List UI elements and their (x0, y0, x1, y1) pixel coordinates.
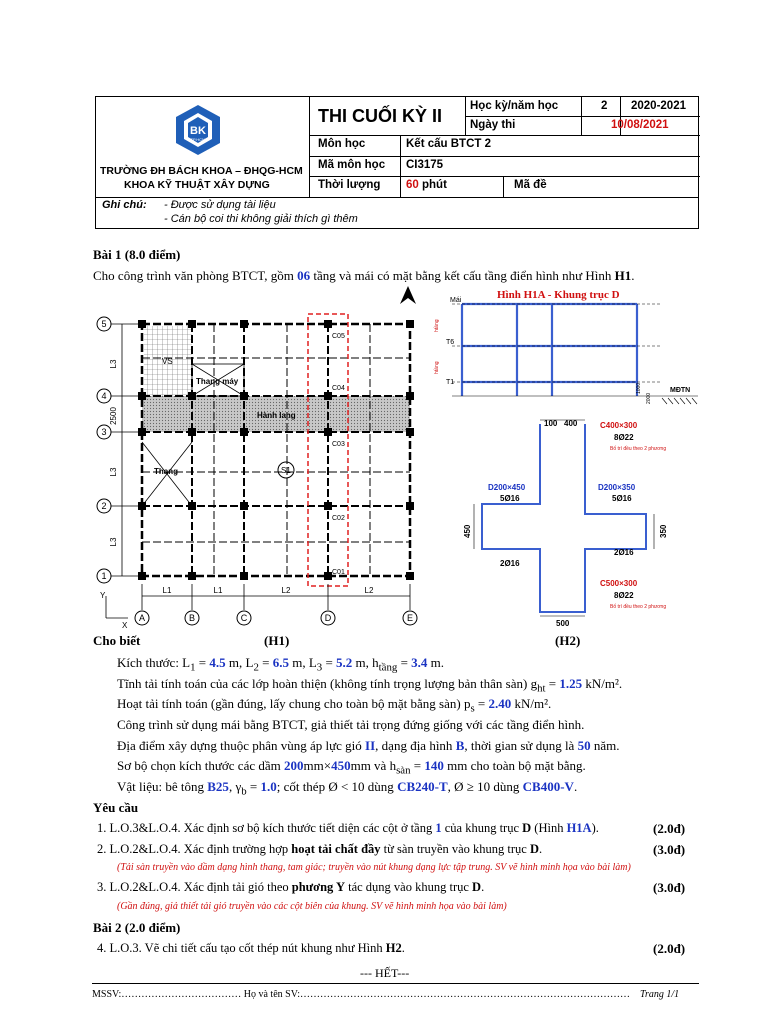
column-c03: C03 (332, 441, 345, 448)
question-1-points: (2.0đ) (653, 821, 686, 836)
frame-h-bot: htầng (434, 361, 440, 374)
column-c02: C02 (332, 515, 345, 522)
room-ws: VS (162, 357, 173, 366)
dim-l3-top: L3 (109, 359, 118, 369)
subject-code: CI3175 (406, 159, 444, 171)
column-c05: C05 (332, 333, 345, 340)
page-number: Trang 1/1 (640, 989, 680, 1000)
exam-title: THI CUỐI KỲ II (318, 106, 443, 126)
bai2-title: Bài 2 (2.0 điểm) (93, 920, 181, 935)
dim-2500: 2500 (109, 407, 118, 425)
frame-t1-label: T1 (446, 379, 455, 386)
floor-plan-h1 (92, 284, 437, 629)
question-2-note: (Tải sàn truyền vào dầm dạng hình thang, tam giác; truyền vào nút khung dạng lực tập trung. SV vẽ hình minh họa vào bài làm) (117, 862, 631, 873)
question-1: 1. L.O.3&L.O.4. Xác định sơ bộ kích thước tiết diện các cột ở tầng 1 của khung trục D (Hình H1A). (97, 821, 599, 835)
school-name: TRƯỜNG ĐH BÁCH KHOA – ĐHQG-HCM (100, 165, 303, 177)
beam-left-bot-rebar: 2Ø16 (500, 559, 520, 568)
question-2-points: (3.0đ) (653, 842, 686, 857)
col-top-section: C400×300 (600, 421, 638, 430)
given-title: Cho biết (93, 633, 141, 648)
question-2: 2. L.O.2&L.O.4. Xác định trường hợp hoạt tải chất đầy từ sàn truyền vào khung trục D. (97, 842, 543, 856)
room-corridor: Hành lang (257, 411, 296, 420)
dim-100: 100 (544, 419, 558, 428)
given-dimensions: Kích thước: $L_1 = 4.5$ m, $L_2 = 6.5$ m, $L_3 = 5.2$ m, $h_{tầng} = 3.4$ m. (117, 655, 445, 674)
dim-l1-a: L1 (162, 586, 172, 595)
exam-code-label: Mã đề (514, 179, 547, 191)
given-dead-load: Tĩnh tải tính toán của các lớp hoàn thiện (không tính trọng lượng bản thân sàn) $g_{ht} = 1.25$ kN/m². (117, 676, 623, 695)
h2-caption: (H2) (555, 633, 581, 648)
semester-value: 2 (601, 100, 608, 112)
dim-500: 500 (556, 619, 570, 628)
grid-col-d: D (324, 613, 332, 623)
dim-400: 400 (564, 419, 578, 428)
school-year: 2020-2021 (631, 100, 686, 112)
subject-name: Kết cấu BTCT 2 (406, 138, 491, 150)
grid-row-4: 4 (101, 391, 107, 401)
svg-text:BK: BK (190, 125, 206, 137)
given-materials: Vật liệu: bê tông B25, $\gamma_b = 1.0$; cốt thép Ø < 10 dùng CB240-T, Ø ≥ 10 dùng CB400-V. (117, 779, 578, 798)
col-bot-note: Bố trí đều theo 2 phương (610, 604, 667, 610)
frame-h-top: htầng (434, 319, 440, 332)
grid-col-a: A (138, 613, 146, 623)
beam-left-section: D200×450 (488, 483, 526, 492)
dim-l3-bot: L3 (109, 537, 118, 547)
university-logo-icon (174, 103, 222, 157)
ground-level-label: MĐTN (670, 387, 691, 394)
grid-row-3: 3 (101, 427, 107, 437)
grid-col-b: B (188, 613, 196, 623)
beam-right-top-rebar: 5Ø16 (612, 494, 632, 503)
grid-row-1: 1 (101, 571, 107, 581)
given-roof: Công trình sử dụng mái bằng BTCT, giả thiết tải trọng đứng giống với các tầng điển hình. (117, 717, 585, 732)
column-c01: C01 (332, 569, 345, 576)
h1-caption: (H1) (264, 633, 290, 648)
grid-col-c: C (240, 613, 248, 623)
frame-title: Hình H1A - Khung trục D (497, 289, 620, 301)
question-4-points: (2.0đ) (653, 941, 686, 956)
frame-t6-label: T6 (446, 339, 455, 346)
duration-label: Thời lượng (318, 179, 381, 191)
question-3-note: (Gần đúng, giả thiết tải gió truyền vào các cột biên của khung. SV vẽ hình minh họa vào bài làm) (117, 901, 507, 912)
given-preliminary: Sơ bộ chọn kích thước các dầm 200mm×450mm và $h_{sàn} = 140$ mm cho toàn bộ mặt bằng. (117, 758, 586, 777)
bai1-intro: Cho công trình văn phòng BTCT, gồm 06 tầng và mái có mặt bằng kết cấu tầng điển hình như Hình H1. (93, 268, 635, 283)
room-elevator: Thang máy (196, 377, 239, 386)
bai1-title: Bài 1 (8.0 điểm) (93, 247, 181, 262)
frame-roof-label: Mái (450, 297, 462, 304)
room-stair: Thang (154, 467, 178, 476)
exam-notes: Ghi chú: - Được sử dụng tài liệu - Cán bộ coi thi không giải thích gì thêm (95, 197, 699, 229)
question-3-points: (3.0đ) (653, 880, 686, 895)
north-arrow-icon (396, 284, 420, 308)
dim-l1-b: L1 (213, 586, 223, 595)
dim-350: 350 (659, 524, 668, 538)
col-top-note: Bố trí đều theo 2 phương (610, 446, 667, 452)
faculty-name: KHOA KỸ THUẬT XÂY DỰNG (124, 179, 270, 191)
question-4: 4. L.O.3. Vẽ chi tiết cấu tạo cốt thép nút khung như Hình H2. (97, 941, 405, 955)
axis-x-label: X (122, 621, 128, 629)
grid-row-5: 5 (101, 319, 107, 329)
axis-y-label: Y (100, 591, 106, 600)
requirements-title: Yêu cầu (93, 800, 139, 815)
node-detail-h2 (460, 414, 690, 632)
grid-row-2: 2 (101, 501, 107, 511)
dim-l3-mid: L3 (109, 467, 118, 477)
col-bot-rebar: 8Ø22 (614, 591, 634, 600)
footer-student-fields: MSSV:……………………………… Họ và tên SV:……………………………………………………………………………………… (92, 989, 630, 1000)
beam-right-bot-rebar: 2Ø16 (614, 548, 634, 557)
semester-label: Học kỳ/năm học (470, 100, 559, 112)
grid-col-e: E (406, 613, 414, 623)
exam-header (95, 96, 699, 198)
question-3: 3. L.O.2&L.O.4. Xác định tải gió theo phương Y tác dụng vào khung trục D. (97, 880, 485, 894)
frame-dim-1000: 1000 (636, 382, 642, 394)
exam-date: 10/08/2021 (611, 119, 669, 131)
frame-dim-2000: 2000 (646, 392, 652, 404)
exam-date-label: Ngày thi (470, 119, 516, 131)
dim-450: 450 (463, 524, 472, 538)
dim-l2-a: L2 (281, 586, 291, 595)
beam-left-top-rebar: 5Ø16 (500, 494, 520, 503)
frame-h1a (422, 296, 708, 406)
beam-right-section: D200×350 (598, 483, 636, 492)
svg-text:TP.HCM: TP.HCM (190, 137, 206, 142)
column-c04: C04 (332, 385, 345, 392)
col-top-rebar: 8Ø22 (614, 433, 634, 442)
col-bot-section: C500×300 (600, 579, 638, 588)
given-wind: Địa điểm xây dựng thuộc phân vùng áp lực gió II, dạng địa hình B, thời gian sử dụng là 50 năm. (117, 738, 620, 753)
duration: 60 phút (406, 179, 447, 191)
end-marker: --- HẾT--- (360, 966, 410, 980)
dim-l2-b: L2 (364, 586, 374, 595)
subject-label: Môn học (318, 138, 366, 150)
subject-code-label: Mã môn học (318, 159, 386, 171)
given-live-load: Hoạt tải tính toán (gần đúng, lấy chung cho toàn bộ mặt bằng sàn) $p_s = 2.40$ kN/m². (117, 696, 552, 715)
slab-label: S1 (281, 466, 291, 475)
